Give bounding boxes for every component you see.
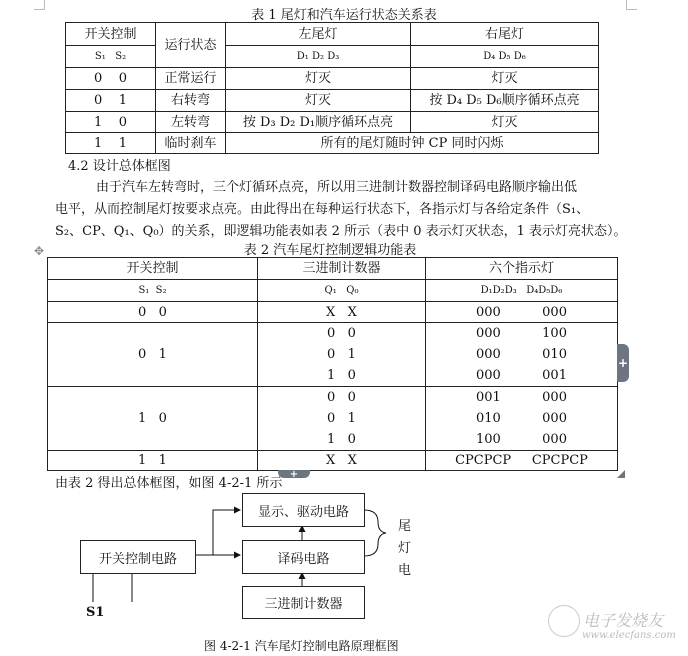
paragraph-line: 由于汽车左转弯时，三个灯循环点亮，所以用三进制计数器控制译码电路顺序输出低: [96, 180, 578, 195]
table1: [65, 22, 599, 154]
cell-q: 0 1: [327, 411, 356, 426]
paragraph-line: 电平，从而控制尾灯按要求点亮。由此得出在每种运行状态下，各指示灯与各给定条件（S₁、: [55, 202, 590, 217]
header-dleft: D₁ D₂ D₃: [226, 46, 411, 68]
table-row: [66, 68, 599, 90]
cell-q: 0 1: [327, 347, 356, 362]
cell-right: 灯灭: [411, 112, 599, 133]
table-row: [66, 90, 599, 112]
cell-right: 灯灭: [411, 68, 599, 90]
cell-d: CPCPCP CPCPCP: [426, 451, 618, 471]
cell-state: 右转弯: [156, 90, 226, 112]
cell-s: 0 1: [66, 90, 156, 112]
cell-s: 0 0: [48, 302, 258, 323]
input-label: S1: [86, 605, 105, 620]
cell-q: 1 0: [327, 368, 356, 383]
header-q: Q₁ Q₀: [258, 280, 426, 302]
cell-s: 1 1: [66, 133, 156, 154]
header-left: 左尾灯: [226, 23, 411, 46]
cell-d: 000 001: [476, 368, 567, 383]
header-s: S₁ S₂: [48, 280, 258, 302]
cell-s: 0 1: [48, 323, 258, 387]
cell-left: 按 D₃ D₂ D₁顺序循环点亮: [226, 112, 411, 133]
table-row: [48, 387, 618, 451]
header-d: D₁D₂D₃ D₄D₅D₆: [426, 280, 618, 302]
move-handle-icon[interactable]: ✥: [34, 244, 45, 258]
table1-title: 表 1 尾灯和汽车运行状态关系表: [251, 8, 437, 23]
header-switch: 开关控制: [66, 23, 156, 46]
table2: [47, 257, 618, 471]
header-counter: 三进制计数器: [258, 258, 426, 280]
cell-d: 100 000: [476, 432, 567, 447]
cell-s: 1 0: [66, 112, 156, 133]
side-label-char: 尾: [398, 519, 412, 534]
cell-d: 000 010: [476, 347, 567, 362]
side-label-char: 电: [398, 563, 412, 578]
counter-box: 三进制计数器: [242, 586, 365, 619]
cell-q: 0 0: [327, 326, 356, 341]
decoder-box: 译码电路: [242, 540, 365, 574]
header-state: 运行状态: [156, 23, 226, 68]
header-lights: 六个指示灯: [426, 258, 618, 280]
watermark-url: www.elecfans.com: [582, 630, 676, 641]
figure-caption: 图 4-2-1 汽车尾灯控制电路原理框图: [204, 639, 399, 653]
cell-left: 灯灭: [226, 90, 411, 112]
cell-d: 010 000: [476, 411, 567, 426]
cell-state: 左转弯: [156, 112, 226, 133]
cell-q: 1 0: [327, 432, 356, 447]
header-switch: 开关控制: [48, 258, 258, 280]
cell-right: 按 D₄ D₅ D₆顺序循环点亮: [411, 90, 599, 112]
header-right: 右尾灯: [411, 23, 599, 46]
cell-s: 0 0: [66, 68, 156, 90]
switch-control-box: 开关控制电路: [80, 540, 196, 574]
table-row: [48, 451, 618, 471]
cell-d: 000 000: [426, 302, 618, 323]
table-row: [66, 112, 599, 133]
cell-q: X X: [258, 451, 426, 471]
cell-state: 正常运行: [156, 68, 226, 90]
add-column-button[interactable]: +: [617, 344, 629, 382]
after-table-text: 由表 2 得出总体框图，如图 4-2-1 所示: [55, 476, 283, 491]
watermark-text: 电子发烧友: [583, 611, 664, 630]
resize-handle-icon[interactable]: [617, 470, 625, 478]
cell-s: 1 1: [48, 451, 258, 471]
cell-q: X X: [258, 302, 426, 323]
cell-d: 001 000: [476, 390, 567, 405]
table-row: [48, 323, 618, 387]
cell-both: 所有的尾灯随时钟 CP 同时闪烁: [226, 133, 599, 154]
watermark-logo-icon: [548, 605, 580, 637]
header-dright: D₄ D₅ D₆: [411, 46, 599, 68]
table-row: [48, 302, 618, 323]
cell-state: 临时刹车: [156, 133, 226, 154]
display-driver-box: 显示、驱动电路: [242, 493, 365, 527]
paragraph-line: S₂、CP、Q₁、Q₀）的关系，即逻辑功能表如表 2 所示（表中 0 表示灯灭状态，1 表示灯亮状态）。: [55, 224, 627, 239]
side-label: [398, 516, 411, 578]
cell-d: 000 100: [476, 326, 567, 341]
cell-q: 0 0: [327, 390, 356, 405]
header-s: S₁ S₂: [66, 46, 156, 68]
table-row: [66, 133, 599, 154]
side-label-char: 灯: [398, 541, 412, 556]
cell-s: 1 0: [48, 387, 258, 451]
cell-left: 灯灭: [226, 68, 411, 90]
section-heading: 4.2 设计总体框图: [68, 159, 171, 174]
table2-title: 表 2 汽车尾灯控制逻辑功能表: [243, 243, 417, 258]
add-row-button[interactable]: +: [278, 470, 310, 478]
